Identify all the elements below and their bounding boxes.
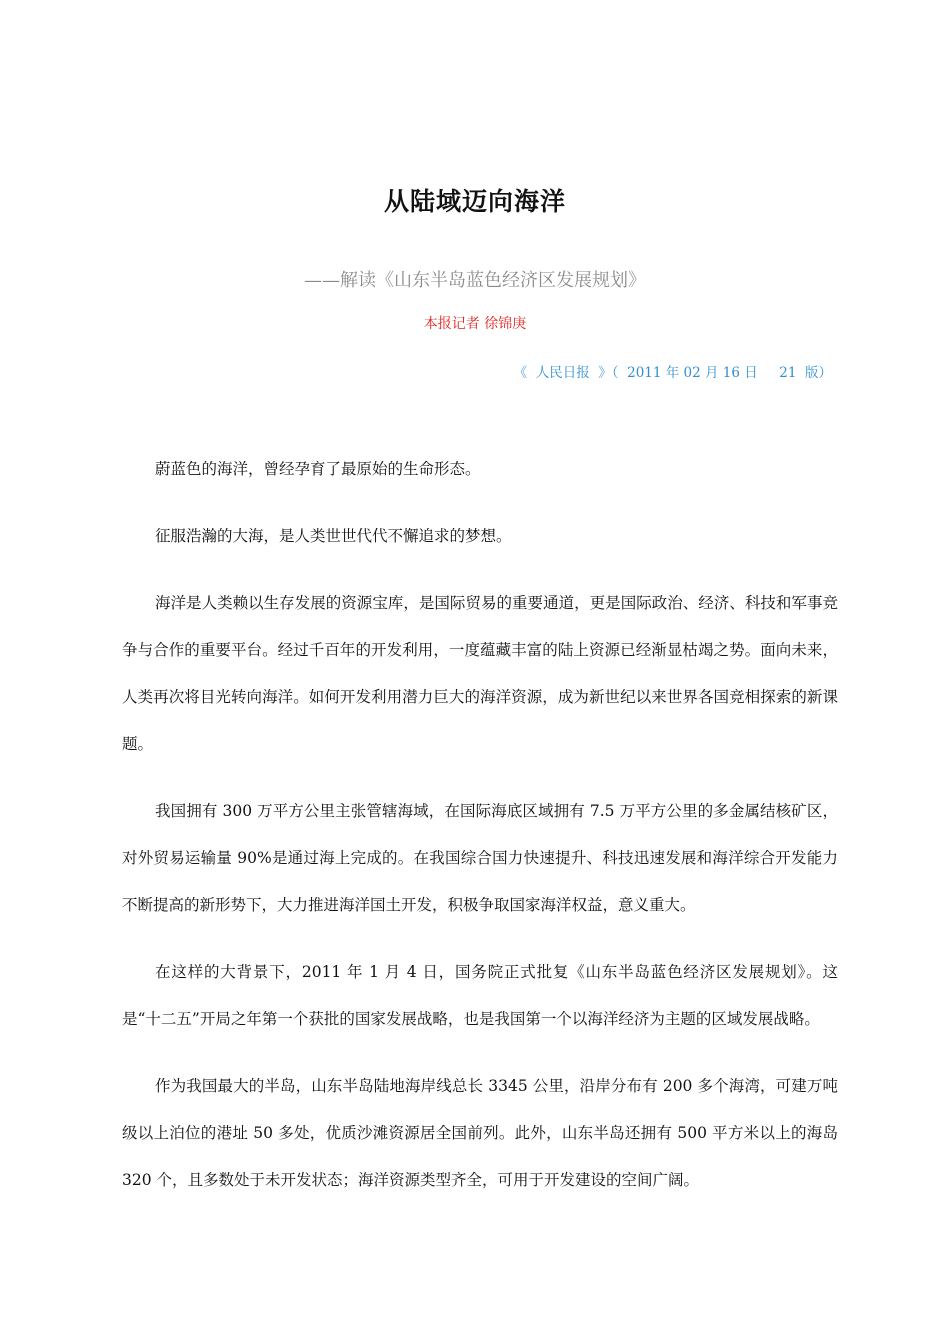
paragraph: 征服浩瀚的大海，是人类世世代代不懈追求的梦想。 xyxy=(155,527,512,545)
paragraph: 蔚蓝色的海洋，曾经孕育了最原始的生命形态。 xyxy=(155,460,481,478)
article-body xyxy=(122,446,838,1224)
article-title: 从陆域迈向海洋 xyxy=(383,187,566,216)
paragraph: 作为我国最大的半岛，山东半岛陆地海岸线总长 3345 公里，沿岸分布有 200 多个海湾，可建万吨级以上泊位的港址 50 多处，优质沙滩资源居全国前列。此外，山东半岛还拥有 500 平方米以上的海岛 320 个，且多数处于未开发状态；海洋资源类型齐全，可用于开发建设的空间广阔。 xyxy=(122,1077,838,1189)
article-subtitle: ——解读《山东半岛蓝色经济区发展规划》 xyxy=(304,270,646,291)
paragraph: 海洋是人类赖以生存发展的资源宝库，是国际贸易的重要通道，更是国际政治、经济、科技和军事竞争与合作的重要平台。经过千百年的开发利用，一度蕴藏丰富的陆上资源已经渐显枯竭之势。面向未来，人类再次将目光转向海洋。如何开发利用潜力巨大的海洋资源，成为新世纪以来世界各国竞相探索的新课题。 xyxy=(122,594,838,753)
paragraph: 在这样的大背景下，2011 年 1 月 4 日，国务院正式批复《山东半岛蓝色经济区发展规划》。这是“十二五”开局之年第一个获批的国家发展战略，也是我国第一个以海洋经济为主题的区域发展战略。 xyxy=(122,963,838,1028)
article-source: 《 人民日报 》（ 2011 年 02 月 16 日 21 版） xyxy=(513,365,832,381)
article-author: 本报记者 徐锦庚 xyxy=(423,316,527,332)
paragraph: 我国拥有 300 万平方公里主张管辖海域，在国际海底区域拥有 7.5 万平方公里的多金属结核矿区，对外贸易运输量 90%是通过海上完成的。在我国综合国力快速提升、科技迅速发展和海洋综合开发能力不断提高的新形势下，大力推进海洋国土开发，积极争取国家海洋权益，意义重大。 xyxy=(122,802,838,914)
